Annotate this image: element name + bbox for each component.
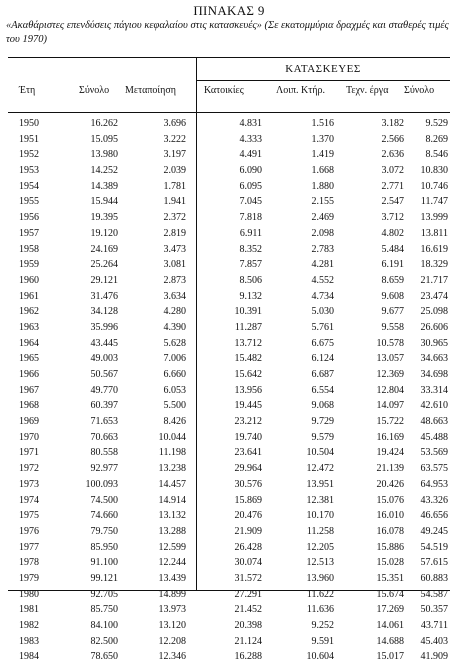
cell-year: 1956 [19, 212, 39, 224]
table-row [0, 320, 458, 336]
cell-other-buildings: 5.030 [311, 306, 334, 318]
cell-public-works: 14.061 [376, 620, 404, 631]
cell-housing: 13.956 [234, 384, 262, 396]
cell-housing: 4.333 [239, 133, 262, 145]
cell-manufacturing: 7.006 [163, 353, 186, 365]
cell-housing: 21.452 [234, 604, 262, 616]
cell-other-buildings: 9.068 [311, 400, 334, 412]
cell-constructions-total: 43.711 [420, 620, 448, 631]
cell-year: 1971 [19, 447, 39, 459]
cell-total: 60.397 [90, 400, 118, 412]
cell-constructions-total: 34.663 [420, 353, 448, 365]
cell-constructions-total: 10.830 [420, 165, 448, 177]
table-row [0, 273, 458, 289]
cell-other-buildings: 1.419 [311, 149, 334, 161]
cell-other-buildings: 13.960 [306, 572, 334, 584]
cell-public-works: 15.722 [376, 416, 404, 428]
cell-total: 80.558 [90, 447, 118, 459]
cell-manufacturing: 3.222 [163, 133, 186, 145]
cell-public-works: 12.369 [376, 369, 404, 380]
table-row [0, 649, 458, 665]
cell-manufacturing: 2.372 [163, 212, 186, 224]
cell-manufacturing: 1.941 [163, 196, 186, 208]
cell-total: 15.944 [90, 196, 118, 208]
cell-manufacturing: 13.120 [158, 620, 186, 631]
cell-constructions-total: 13.999 [420, 212, 448, 224]
cell-public-works: 15.886 [376, 541, 404, 553]
cell-constructions-total: 10.746 [420, 180, 448, 192]
cell-year: 1981 [19, 604, 39, 616]
table-row [0, 351, 458, 367]
cell-housing: 10.391 [234, 306, 262, 318]
cell-other-buildings: 6.687 [311, 369, 334, 380]
cell-other-buildings: 12.513 [306, 557, 334, 569]
cell-constructions-total: 18.329 [420, 259, 448, 271]
cell-total: 84.100 [90, 620, 118, 631]
cell-year: 1972 [19, 463, 39, 475]
cell-year: 1984 [19, 651, 39, 663]
cell-housing: 30.074 [234, 557, 262, 569]
cell-manufacturing: 3.197 [163, 149, 186, 161]
cell-constructions-total: 45.488 [420, 431, 448, 443]
cell-year: 1979 [19, 572, 39, 584]
cell-total: 24.169 [90, 243, 118, 255]
cell-manufacturing: 3.634 [163, 290, 186, 302]
cell-year: 1964 [19, 337, 39, 349]
cell-public-works: 8.659 [381, 274, 404, 286]
cell-housing: 21.909 [234, 525, 262, 537]
cell-manufacturing: 2.873 [163, 274, 186, 286]
table-row [0, 304, 458, 320]
cell-manufacturing: 3.081 [163, 259, 186, 271]
cell-constructions-total: 23.474 [420, 290, 448, 302]
table-body [0, 116, 458, 665]
cell-public-works: 14.097 [376, 400, 404, 412]
table-row [0, 179, 458, 195]
cell-constructions-total: 60.883 [420, 572, 448, 584]
cell-total: 15.095 [90, 133, 118, 145]
cell-other-buildings: 9.252 [311, 620, 334, 631]
cell-total: 16.262 [90, 118, 118, 129]
cell-total: 100.093 [85, 478, 118, 490]
cell-manufacturing: 8.426 [163, 416, 186, 428]
cell-constructions-total: 11.747 [420, 196, 448, 208]
cell-public-works: 3.712 [381, 212, 404, 224]
table-row [0, 194, 458, 210]
cell-constructions-total: 26.606 [420, 321, 448, 333]
cell-public-works: 15.674 [376, 588, 404, 600]
cell-other-buildings: 13.951 [306, 478, 334, 490]
cell-constructions-total: 8.269 [425, 133, 448, 145]
cell-public-works: 2.566 [381, 133, 404, 145]
table-row [0, 602, 458, 618]
cell-other-buildings: 9.729 [311, 416, 334, 428]
table-row [0, 242, 458, 258]
cell-manufacturing: 14.457 [158, 478, 186, 490]
table-title: ΠΙΝΑΚΑΣ 9 [193, 3, 265, 18]
cell-total: 92.705 [90, 588, 118, 600]
cell-public-works: 15.028 [376, 557, 404, 569]
cell-manufacturing: 2.039 [163, 165, 186, 177]
cell-housing: 13.712 [234, 337, 262, 349]
cell-housing: 8.352 [239, 243, 262, 255]
cell-manufacturing: 6.053 [163, 384, 186, 396]
cell-constructions-total: 33.314 [420, 384, 448, 396]
cell-total: 92.977 [90, 463, 118, 475]
cell-constructions-total: 54.587 [420, 588, 448, 600]
cell-manufacturing: 13.288 [158, 525, 186, 537]
cell-public-works: 5.484 [381, 243, 404, 255]
table-row [0, 116, 458, 132]
cell-housing: 6.911 [239, 227, 262, 239]
cell-constructions-total: 50.357 [420, 604, 448, 616]
cell-manufacturing: 14.899 [158, 588, 186, 600]
cell-total: 25.264 [90, 259, 118, 271]
cell-manufacturing: 4.390 [163, 321, 186, 333]
cell-total: 74.660 [90, 510, 118, 522]
cell-housing: 7.818 [239, 212, 262, 224]
cell-total: 34.128 [90, 306, 118, 318]
cell-other-buildings: 9.591 [311, 635, 334, 647]
cell-total: 49.003 [90, 353, 118, 365]
cell-other-buildings: 11.258 [306, 525, 334, 537]
table-row [0, 257, 458, 273]
cell-constructions-total: 9.529 [425, 118, 448, 129]
table-row [0, 477, 458, 493]
cell-housing: 16.288 [234, 651, 262, 663]
table-row [0, 226, 458, 242]
cell-other-buildings: 6.554 [311, 384, 334, 396]
cell-housing: 21.124 [234, 635, 262, 647]
cell-housing: 15.482 [234, 353, 262, 365]
cell-public-works: 21.139 [376, 463, 404, 475]
cell-other-buildings: 12.381 [306, 494, 334, 506]
table-row [0, 508, 458, 524]
cell-year: 1958 [19, 243, 39, 255]
cell-constructions-total: 34.698 [420, 369, 448, 380]
cell-public-works: 4.802 [381, 227, 404, 239]
cell-other-buildings: 1.516 [311, 118, 334, 129]
cell-year: 1966 [19, 369, 39, 380]
cell-manufacturing: 5.628 [163, 337, 186, 349]
cell-total: 31.476 [90, 290, 118, 302]
cell-housing: 30.576 [234, 478, 262, 490]
cell-housing: 8.506 [239, 274, 262, 286]
cell-manufacturing: 11.198 [158, 447, 186, 459]
cell-constructions-total: 46.656 [420, 510, 448, 522]
cell-public-works: 16.010 [376, 510, 404, 522]
cell-year: 1952 [19, 149, 39, 161]
cell-other-buildings: 1.880 [311, 180, 334, 192]
cell-year: 1978 [19, 557, 39, 569]
cell-total: 50.567 [90, 369, 118, 380]
cell-year: 1967 [19, 384, 39, 396]
cell-manufacturing: 5.500 [163, 400, 186, 412]
cell-year: 1955 [19, 196, 39, 208]
cell-manufacturing: 1.781 [163, 180, 186, 192]
cell-public-works: 2.771 [381, 180, 404, 192]
cell-total: 70.663 [90, 431, 118, 443]
cell-year: 1963 [19, 321, 39, 333]
cell-public-works: 9.608 [381, 290, 404, 302]
cell-total: 35.996 [90, 321, 118, 333]
cell-housing: 4.831 [239, 118, 262, 129]
cell-public-works: 2.547 [381, 196, 404, 208]
cell-housing: 29.964 [234, 463, 262, 475]
cell-manufacturing: 2.819 [163, 227, 186, 239]
cell-other-buildings: 2.783 [311, 243, 334, 255]
cell-year: 1957 [19, 227, 39, 239]
cell-constructions-total: 21.717 [420, 274, 448, 286]
cell-public-works: 12.804 [376, 384, 404, 396]
cell-public-works: 15.076 [376, 494, 404, 506]
cell-constructions-total: 8.546 [425, 149, 448, 161]
cell-manufacturing: 13.973 [158, 604, 186, 616]
group-header-rule [196, 80, 450, 81]
cell-other-buildings: 10.504 [306, 447, 334, 459]
cell-total: 14.252 [90, 165, 118, 177]
cell-constructions-total: 42.610 [420, 400, 448, 412]
cell-total: 91.100 [90, 557, 118, 569]
cell-total: 82.500 [90, 635, 118, 647]
cell-housing: 20.398 [234, 620, 262, 631]
cell-total: 99.121 [90, 572, 118, 584]
cell-total: 29.121 [90, 274, 118, 286]
table-row [0, 618, 458, 634]
cell-year: 1983 [19, 635, 39, 647]
cell-other-buildings: 6.675 [311, 337, 334, 349]
cell-public-works: 19.424 [376, 447, 404, 459]
cell-housing: 4.491 [239, 149, 262, 161]
table-row [0, 132, 458, 148]
cell-manufacturing: 13.439 [158, 572, 186, 584]
cell-year: 1960 [19, 274, 39, 286]
table-row [0, 634, 458, 650]
cell-year: 1982 [19, 620, 39, 631]
cell-other-buildings: 6.124 [311, 353, 334, 365]
cell-housing: 11.287 [234, 321, 262, 333]
cell-manufacturing: 14.914 [158, 494, 186, 506]
cell-public-works: 3.182 [381, 118, 404, 129]
cell-other-buildings: 2.469 [311, 212, 334, 224]
cell-other-buildings: 4.734 [311, 290, 334, 302]
cell-constructions-total: 30.965 [420, 337, 448, 349]
cell-year: 1953 [19, 165, 39, 177]
cell-constructions-total: 43.326 [420, 494, 448, 506]
cell-constructions-total: 49.245 [420, 525, 448, 537]
col-header-other-buildings: Λοιπ. Κτήρ. [276, 85, 325, 96]
cell-constructions-total: 53.569 [420, 447, 448, 459]
cell-year: 1961 [19, 290, 39, 302]
table-top-rule [8, 57, 450, 58]
cell-public-works: 10.578 [376, 337, 404, 349]
cell-public-works: 16.169 [376, 431, 404, 443]
cell-housing: 20.476 [234, 510, 262, 522]
table-row [0, 147, 458, 163]
col-header-years: Έτη [19, 85, 36, 96]
cell-housing: 19.445 [234, 400, 262, 412]
cell-constructions-total: 41.909 [420, 651, 448, 663]
cell-year: 1954 [19, 180, 39, 192]
cell-constructions-total: 45.403 [420, 635, 448, 647]
cell-housing: 31.572 [234, 572, 262, 584]
col-header-public-works: Τεχν. έργα [346, 85, 389, 96]
cell-year: 1950 [19, 118, 39, 129]
cell-constructions-total: 54.519 [420, 541, 448, 553]
cell-manufacturing: 12.208 [158, 635, 186, 647]
cell-constructions-total: 57.615 [420, 557, 448, 569]
cell-constructions-total: 48.663 [420, 416, 448, 428]
table-row [0, 430, 458, 446]
cell-year: 1968 [19, 400, 39, 412]
table-row [0, 461, 458, 477]
cell-other-buildings: 4.552 [311, 274, 334, 286]
cell-manufacturing: 12.599 [158, 541, 186, 553]
table-row [0, 571, 458, 587]
cell-public-works: 15.017 [376, 651, 404, 663]
cell-public-works: 6.191 [381, 259, 404, 271]
cell-total: 43.445 [90, 337, 118, 349]
cell-year: 1965 [19, 353, 39, 365]
cell-other-buildings: 12.205 [306, 541, 334, 553]
table-caption: «Ακαθάριστες επενδύσεις πάγιου κεφαλαίου στις κατασκευές» (Σε εκατομμύρια δραχμές και σταθερές τιμές του 1970) [6, 20, 449, 45]
cell-manufacturing: 13.132 [158, 510, 186, 522]
cell-housing: 26.428 [234, 541, 262, 553]
cell-year: 1974 [19, 494, 39, 506]
cell-total: 85.750 [90, 604, 118, 616]
cell-year: 1980 [19, 588, 39, 600]
cell-total: 71.653 [90, 416, 118, 428]
cell-year: 1969 [19, 416, 39, 428]
cell-public-works: 3.072 [381, 165, 404, 177]
cell-total: 74.500 [90, 494, 118, 506]
table-row [0, 367, 458, 383]
cell-housing: 23.641 [234, 447, 262, 459]
cell-manufacturing: 3.696 [163, 118, 186, 129]
cell-housing: 6.090 [239, 165, 262, 177]
cell-public-works: 9.558 [381, 321, 404, 333]
cell-other-buildings: 2.155 [311, 196, 334, 208]
cell-total: 49.770 [90, 384, 118, 396]
cell-housing: 7.857 [239, 259, 262, 271]
cell-public-works: 16.078 [376, 525, 404, 537]
cell-other-buildings: 4.281 [311, 259, 334, 271]
table-row [0, 555, 458, 571]
cell-total: 85.950 [90, 541, 118, 553]
table-row [0, 210, 458, 226]
cell-manufacturing: 13.238 [158, 463, 186, 475]
cell-other-buildings: 5.761 [311, 321, 334, 333]
cell-housing: 15.642 [234, 369, 262, 380]
cell-other-buildings: 11.622 [306, 588, 334, 600]
table-row [0, 398, 458, 414]
table-row [0, 289, 458, 305]
cell-total: 78.650 [90, 651, 118, 663]
col-header-manufacturing: Μεταποίηση [125, 85, 176, 96]
cell-public-works: 13.057 [376, 353, 404, 365]
cell-total: 79.750 [90, 525, 118, 537]
cell-public-works: 2.636 [381, 149, 404, 161]
header-bottom-rule [8, 112, 450, 113]
cell-total: 14.389 [90, 180, 118, 192]
col-header-housing: Κατοικίες [204, 85, 244, 96]
cell-other-buildings: 1.370 [311, 133, 334, 145]
col-header-total: Σύνολο [79, 85, 110, 96]
cell-other-buildings: 12.472 [306, 463, 334, 475]
cell-housing: 15.869 [234, 494, 262, 506]
cell-housing: 27.291 [234, 588, 262, 600]
cell-housing: 19.740 [234, 431, 262, 443]
cell-housing: 9.132 [239, 290, 262, 302]
cell-year: 1976 [19, 525, 39, 537]
cell-public-works: 9.677 [381, 306, 404, 318]
cell-total: 19.120 [90, 227, 118, 239]
table-row [0, 163, 458, 179]
cell-constructions-total: 13.811 [420, 227, 448, 239]
cell-year: 1975 [19, 510, 39, 522]
cell-other-buildings: 11.636 [306, 604, 334, 616]
cell-public-works: 17.269 [376, 604, 404, 616]
cell-housing: 23.212 [234, 416, 262, 428]
cell-public-works: 14.688 [376, 635, 404, 647]
cell-manufacturing: 12.244 [158, 557, 186, 569]
cell-year: 1970 [19, 431, 39, 443]
table-row [0, 493, 458, 509]
cell-housing: 6.095 [239, 180, 262, 192]
col-header-constructions-total: Σύνολο [404, 85, 435, 96]
cell-year: 1962 [19, 306, 39, 318]
table-row [0, 383, 458, 399]
cell-public-works: 20.426 [376, 478, 404, 490]
cell-year: 1951 [19, 133, 39, 145]
cell-other-buildings: 1.668 [311, 165, 334, 177]
cell-constructions-total: 64.953 [420, 478, 448, 490]
cell-constructions-total: 63.575 [420, 463, 448, 475]
cell-housing: 7.045 [239, 196, 262, 208]
cell-manufacturing: 12.346 [158, 651, 186, 663]
cell-manufacturing: 6.660 [163, 369, 186, 380]
table-row [0, 540, 458, 556]
cell-other-buildings: 10.604 [306, 651, 334, 663]
cell-total: 13.980 [90, 149, 118, 161]
cell-manufacturing: 4.280 [163, 306, 186, 318]
cell-other-buildings: 9.579 [311, 431, 334, 443]
cell-year: 1973 [19, 478, 39, 490]
table-row [0, 587, 458, 603]
cell-constructions-total: 16.619 [420, 243, 448, 255]
group-header-constructions: ΚΑΤΑΣΚΕΥΕΣ [285, 63, 361, 75]
table-row [0, 524, 458, 540]
cell-manufacturing: 10.044 [158, 431, 186, 443]
cell-total: 19.395 [90, 212, 118, 224]
cell-manufacturing: 3.473 [163, 243, 186, 255]
cell-other-buildings: 2.098 [311, 227, 334, 239]
table-row [0, 414, 458, 430]
cell-public-works: 15.351 [376, 572, 404, 584]
table-row [0, 336, 458, 352]
cell-other-buildings: 10.170 [306, 510, 334, 522]
cell-year: 1977 [19, 541, 39, 553]
cell-constructions-total: 25.098 [420, 306, 448, 318]
cell-year: 1959 [19, 259, 39, 271]
table-row [0, 445, 458, 461]
